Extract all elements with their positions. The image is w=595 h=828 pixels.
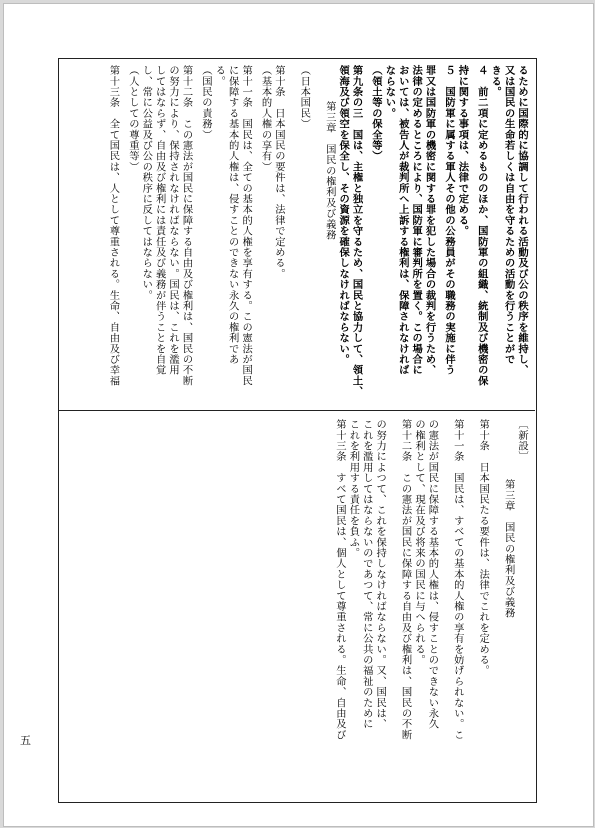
- text-line: きる。: [489, 65, 502, 98]
- document-page: [3, 3, 594, 827]
- text-line: 法律の定めるところにより、国防軍に審判所を置く。この場合に: [410, 65, 423, 376]
- text-line: 第十二条 この憲法が国民に保障する自由及び権利は、国民の不断: [399, 419, 412, 740]
- text-line: 第十一条 国民は、すべての基本的人権の享有を妨げられない。こ: [451, 419, 464, 740]
- text-line: ならない。: [383, 65, 396, 119]
- text-line: の憲法が国民に保障する基本的人権は、侵すことのできない永久: [426, 419, 439, 730]
- chapter-title: 第三章 国民の権利及び義務: [323, 101, 336, 241]
- text-line: 第十条 日本国民たる要件は、法律でこれを定める。: [477, 419, 490, 676]
- text-line: る。: [213, 65, 226, 87]
- text-line: 第九条の三 国は、主権と独立を守るため、国民と協力して、領土、: [350, 65, 363, 397]
- text-line: 第十三条 全て国民は、人として尊重される。生命、自由及び幸福: [107, 65, 120, 386]
- section-divider: [58, 410, 535, 411]
- text-line: これを濫用してはならないのであつて、常に公共の福祉のために: [360, 419, 373, 730]
- article-heading: （日本国民）: [298, 65, 311, 130]
- chapter-title: 第三章 国民の権利及び義務: [502, 479, 515, 619]
- text-line: 持に関する事項は、法律で定める。: [456, 65, 469, 237]
- text-line: の努力により、保持されなければならない。国民は、これを濫用: [167, 65, 180, 376]
- new-provision-note: 〔新設〕: [516, 419, 528, 462]
- text-line: に保障する基本的人権は、侵すことのできない永久の権利であ: [226, 65, 239, 365]
- text-line: るために国際的に協調して行われる活動及び公の秩序を維持し、: [516, 65, 528, 376]
- text-line: してはならず、自由及び権利には責任及び義務が伴うことを自覚: [153, 65, 166, 376]
- text-line: 罪又は国防軍の機密に関する罪を犯した場合の裁判を行うため、: [423, 65, 436, 376]
- comparison-table: [58, 58, 537, 803]
- text-line: おいては、被告人が裁判所へ上訴する権利は、保障されなければ: [396, 65, 409, 376]
- text-line: 第十一条 国民は、全ての基本的人権を享有する。この憲法が国民: [240, 65, 253, 386]
- text-line: の努力によつて、これを保持しなければならない。又、国民は、: [374, 419, 387, 730]
- text-line: の権利として、現在及び将来の国民に与へられる。: [412, 419, 425, 666]
- article-heading: （人としての尊重等）: [126, 65, 139, 172]
- text-line: 又は国民の生命若しくは自由を守るための活動を行うことがで: [502, 65, 515, 365]
- page-number: 五: [20, 734, 31, 747]
- article-heading: （領土等の保全等）: [369, 65, 382, 162]
- text-line: 第十三条 すべて国民は、個人として尊重される。生命、自由及び: [333, 419, 346, 740]
- text-line: 第十二条 この憲法が国民に保障する自由及び権利は、国民の不断: [180, 65, 193, 386]
- article-heading: （基本的人権の享有）: [259, 65, 272, 172]
- text-line: これを利用する責任を負ふ。: [347, 419, 360, 559]
- text-line: ５ 国防軍に属する軍人その他の公務員がその職務の実施に伴う: [442, 65, 455, 376]
- text-line: ４ 前二項に定めるもののほか、国防軍の組織、統制及び機密の保: [475, 65, 488, 386]
- text-line: 第十条 日本国民の要件は、法律で定める。: [272, 65, 285, 279]
- current-constitution-panel: [67, 419, 528, 795]
- text-line: し、常に公益及び公の秩序に反してはならない。: [140, 65, 153, 301]
- text-line: 領海及び領空を保全し、その資源を確保しなければならない。: [337, 65, 350, 365]
- article-heading: （国民の責務）: [199, 65, 212, 140]
- revised-draft-panel: [67, 65, 528, 409]
